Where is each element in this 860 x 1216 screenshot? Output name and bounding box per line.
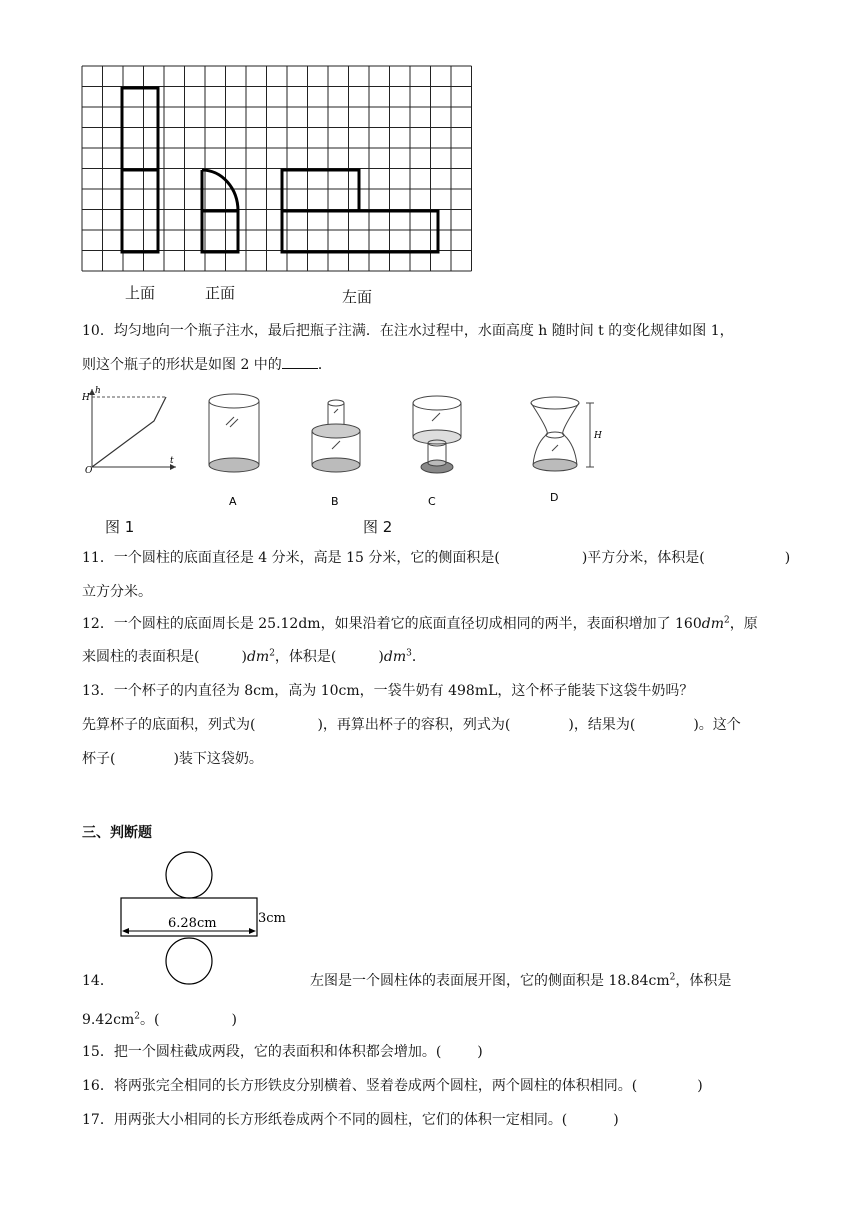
q14-line2: [82, 1010, 237, 1030]
bottle-d-dimension: H: [594, 431, 602, 441]
q13-text-e: 杯子(: [82, 751, 116, 767]
q10-line1: 10．均匀地向一个瓶子注水，最后把瓶子注满．在注水过程中，水面高度 h 随时间 t 的变化规律如图 1，: [82, 323, 734, 339]
q14-sup-2: 2: [134, 1011, 141, 1022]
q14-sup: 2: [669, 972, 676, 983]
q12-unit: dm: [701, 616, 725, 632]
q12-text-d: ): [241, 649, 247, 665]
graph-h-label: h: [95, 386, 101, 396]
bottle-c-label: C: [428, 495, 436, 508]
q16-close: ): [697, 1078, 703, 1094]
q15-close: ): [477, 1044, 483, 1060]
q12-text-b: ，原: [729, 616, 758, 632]
q14-text-e: ): [231, 1012, 237, 1028]
figure-2-caption: 图 2: [363, 518, 393, 536]
q11-line1: [82, 548, 790, 568]
bottle-b: [312, 400, 360, 472]
q11-text-a: 11．一个圆柱的底面直径是 4 分米，高是 15 分米，它的侧面积是(: [82, 550, 500, 566]
q17-text: 17．用两张大小相同的长方形纸卷成两个不同的圆柱，它们的体积一定相同。(: [82, 1112, 568, 1128]
q11-text-b: )平方分米，体积是(: [581, 550, 705, 566]
bottle-c: [413, 396, 461, 473]
q11-line2: 立方分米。: [82, 584, 152, 600]
left-view-label: 左面: [342, 288, 373, 306]
graph-t-label: t: [170, 456, 174, 466]
bottle-a-label: A: [229, 495, 237, 508]
q13-text-a: 先算杯子的底面积，列式为(: [82, 717, 256, 733]
q13-text-d: )。这个: [693, 717, 741, 733]
q11-text-c: ): [784, 550, 791, 566]
q13-line1: 13．一个杯子的内直径为 8cm，高为 10cm，一袋牛奶有 498mL，这个杯子能装下这袋牛奶吗？: [82, 683, 694, 699]
three-view-grid-figure: [78, 62, 488, 280]
q10-line2: [82, 355, 332, 375]
q10-line2-end: ．: [317, 357, 332, 373]
q12-line2: [82, 647, 426, 667]
graph-origin-label: O: [85, 466, 93, 475]
q16-text: 16．将两张完全相同的长方形铁皮分别横着、竖着卷成两个圆柱，两个圆柱的体积相同。(: [82, 1078, 638, 1094]
left-view-shape: [282, 211, 438, 252]
q13-line2: [82, 715, 741, 735]
top-view-label: 上面: [125, 284, 156, 302]
q12-sup: 2: [724, 615, 730, 626]
front-view-shape: [202, 211, 238, 252]
q16-line: [82, 1076, 703, 1096]
net-width-label: 6.28cm: [168, 916, 217, 931]
bottle-d-label: D: [550, 491, 559, 504]
q14-text-b: ，体积是: [675, 973, 732, 989]
q12-text-a: 12．一个圆柱的底面周长是 25.12dm，如果沿着它的底面直径切成相同的两半，表面积增加了 160: [82, 616, 702, 632]
graph-H-label: H: [82, 393, 90, 403]
q15-line: [82, 1042, 483, 1062]
q14-text-a: 左图是一个圆柱体的表面展开图，它的侧面积是 18.84cm: [310, 973, 670, 989]
q13-line3: [82, 749, 263, 769]
q15-text: 15．把一个圆柱截成两段，它的表面积和体积都会增加。(: [82, 1044, 442, 1060]
section-heading: 三、判断题: [82, 825, 152, 841]
bottle-options: [200, 385, 610, 515]
q10-line2-text: 则这个瓶子的形状是如图 2 中的: [82, 357, 282, 373]
q17-line: [82, 1110, 619, 1130]
q12-sup-2: 2: [269, 648, 275, 659]
net-height-label: 3cm: [258, 911, 286, 926]
front-view-label: 正面: [205, 284, 236, 302]
q12-unit-3: dm: [383, 649, 407, 665]
water-level-graph: [82, 385, 182, 475]
q14-text-d: 。(: [140, 1012, 160, 1028]
q12-sup-3: 3: [406, 648, 412, 659]
figure-1-caption: 图 1: [105, 518, 135, 536]
q12-text-c: 来圆柱的表面积是(: [82, 649, 200, 665]
q13-text-c: )，结果为(: [568, 717, 636, 733]
cylinder-net-figure: [118, 850, 298, 990]
q12-text-g: ．: [411, 649, 426, 665]
q13-text-f: )装下这袋奶。: [173, 751, 263, 767]
q10-answer-blank[interactable]: [282, 356, 318, 369]
q17-close: ): [613, 1112, 619, 1128]
q13-text-b: )，再算出杯子的容积，列式为(: [317, 717, 511, 733]
bottle-b-label: B: [331, 495, 339, 508]
bottle-d: [531, 397, 594, 471]
q14-line1: [310, 971, 731, 991]
bottle-a: [209, 394, 259, 472]
q12-line1: [82, 614, 758, 634]
q12-unit-2: dm: [246, 649, 270, 665]
q14-text-c: 9.42cm: [82, 1012, 135, 1028]
q12-text-e: ，体积是(: [274, 649, 337, 665]
q12-text-f: ): [378, 649, 384, 665]
q14-number: 14．: [82, 973, 114, 989]
